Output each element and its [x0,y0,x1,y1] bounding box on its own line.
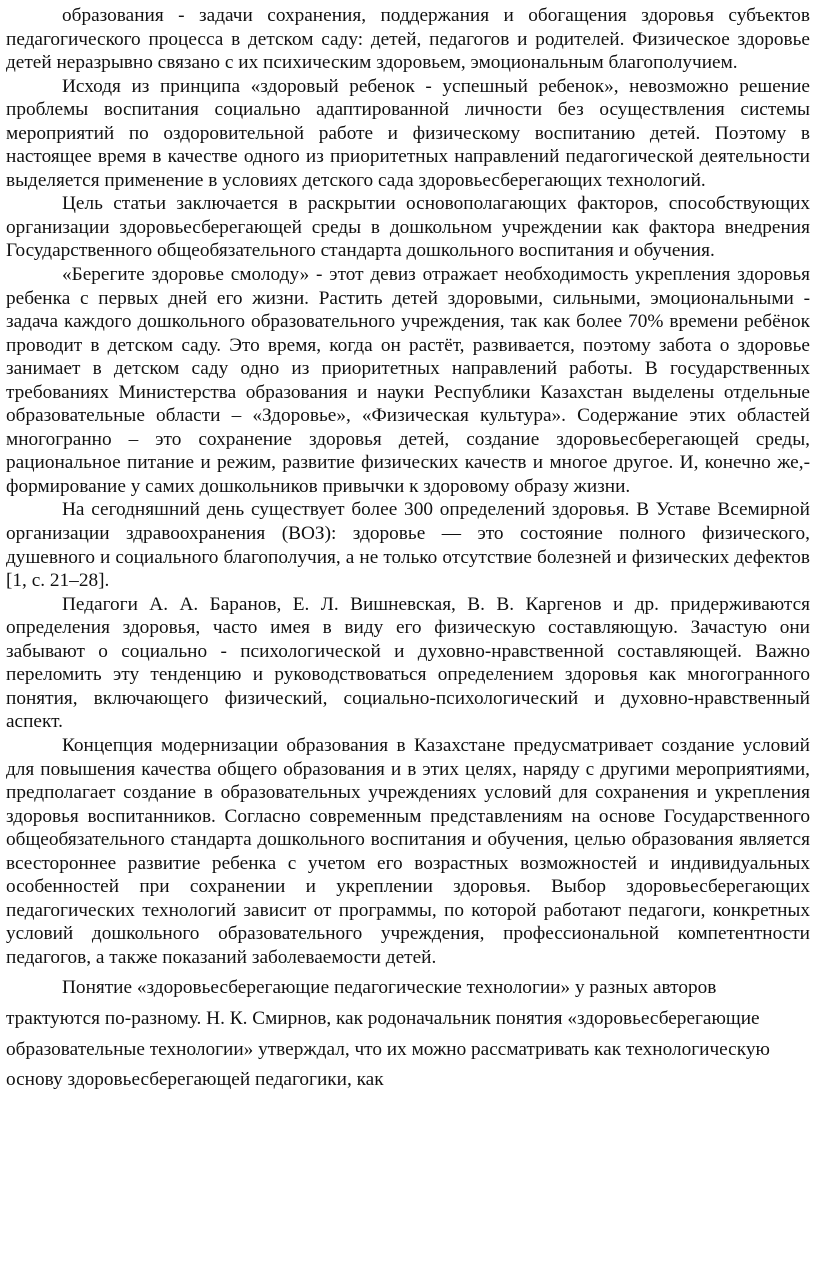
paragraph-healthy-child-principle: Исходя из принципа «здоровый ребенок - успешный ребенок», невозможно решение проблемы воспитания социально адаптированной личности без осуществления системы мероприятий по оздоровительной работе и физическому воспитанию детей. Поэтому в настоящее время в качестве одного из приоритетных направлений педагогической деятельности выделяется применение в условиях детского сада здоровьесберегающих технологий. [6,75,810,191]
paragraph-motto: «Берегите здоровье смолоду» - этот девиз отражает необходимость укрепления здоровья ребенка с первых дней его жизни. Растить детей здоровыми, сильными, эмоциональными - задача каждого дошкольного образовательного учреждения, так как более 70% времени ребёнок проводит в детском саду. Это время, когда он растёт, развивается, поэтому забота о здоровье занимает в детском саду одно из приоритетных направлений работы. В государственных требованиях Министерства образования и науки Республики Казахстан выделены отдельные образовательные области – «Здоровье», «Физическая культура». Содержание этих областей многогранно – это сохранение здоровья детей, создание здоровьесберегающей среды, рациональное питание и режим, развитие физических качеств и многое другое. И, конечно же,- формирование у самих дошкольников привычки к здоровому образу жизни. [6,264,810,497]
paragraph-health-preservation: образования - задачи сохранения, поддержания и обогащения здоровья субъектов педагогического процесса в детском саду: детей, педагогов и родителей. Физическое здоровье детей неразрывно связано с их психическим здоровьем, эмоциональным благополучием. [6,5,810,74]
paragraph-who-definition: На сегодняшний день существует более 300 определений здоровья. В Уставе Всемирной организации здравоохранения (ВОЗ): здоровье — это состояние полного физического, душевного и социального благополучия, а не только отсутствие болезней и физических дефектов [1, с. 21–28]. [6,499,810,592]
paragraph-pedagogues: Педагоги А. А. Баранов, Е. Л. Вишневская, В. В. Каргенов и др. придерживаются определения здоровья, часто имея в виду его физическую составляющую. Зачастую они забывают о социально - психологической и духовно-нравственной составляющей. Важно переломить эту тенденцию и руководствоваться определением здоровья как многогранного понятия, включающего физический, социально-психологический и духовно-нравственный аспект. [6,593,810,733]
paragraph-article-goal: Цель статьи заключается в раскрытии основополагающих факторов, способствующих организации здоровьесберегающей среды в дошкольном учреждении как фактора внедрения Государственного общеобязательного стандарта дошкольного воспитания и обучения. [6,193,810,262]
paragraph-modernization-concept: Концепция модернизации образования в Казахстане предусматривает создание условий для повышения качества общего образования и в этих целях, наряду с другими мероприятиями, предполагает создание в образовательных учреждениях условий для сохранения и укрепления здоровья воспитанников. Согласно современным представлениям на основе Государственного общеобязательного стандарта дошкольного воспитания и обучения, целью образования является всестороннее развитие ребенка с учетом его возрастных возможностей и индивидуальных особенностей при сохранении и укреплении здоровья. Выбор здоровьесберегающих педагогических технологий зависит от программы, по которой работают педагоги, конкретных условий дошкольного образовательного учреждения, профессиональной компетентности педагогов, а также показаний заболеваемости детей. [6,734,810,968]
paragraph-technologies-concept: Понятие «здоровьесберегающие педагогические технологии» у разных авторов трактуются по-разному. Н. К. Смирнов, как родоначальник понятия «здоровьесберегающие образовательные технологии» утверждал, что их можно рассматривать как технологическую основу здоровьесберегающей педагогики, как [6,977,770,1091]
